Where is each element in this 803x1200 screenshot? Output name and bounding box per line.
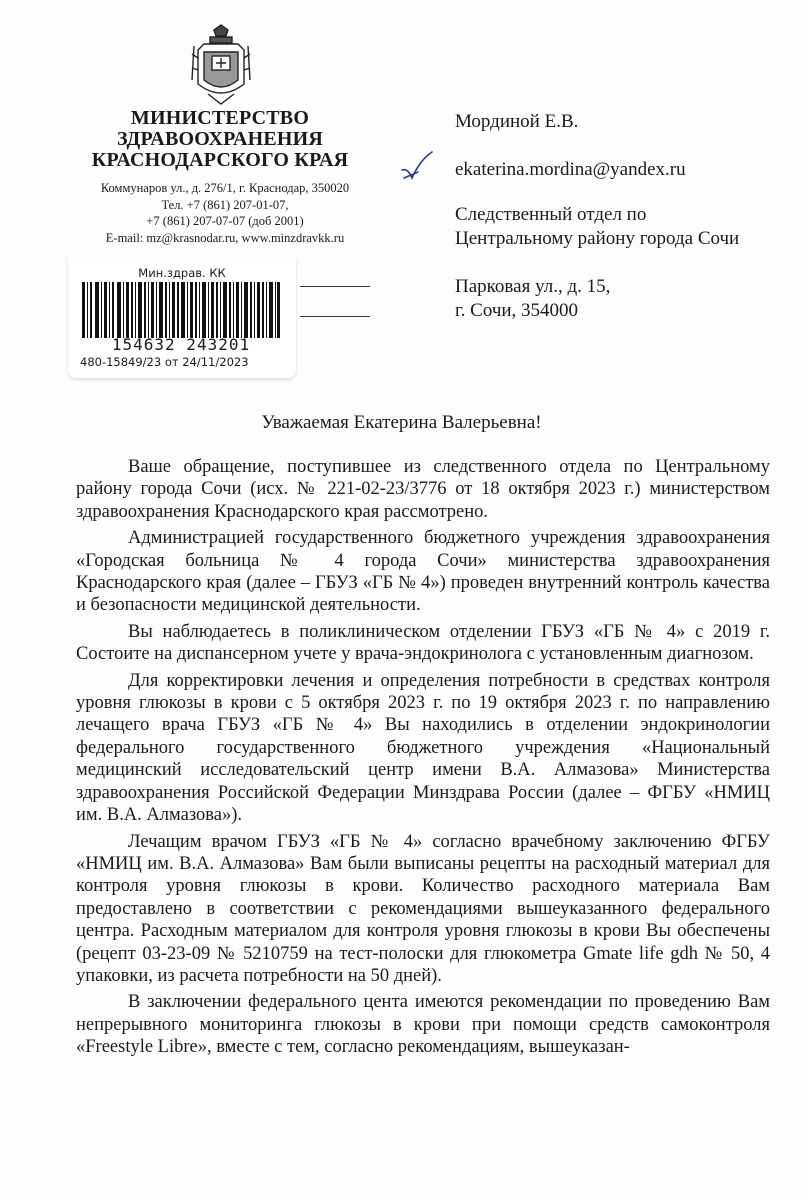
recipient-org: [455, 203, 739, 251]
body-paragraph: Администрацией государственного бюджетного учреждения здравоохранения «Городская больница № 4 города Сочи» министерства здравоохранения Краснодарского края (далее – ГБУЗ «ГБ № 4») проведен внутренний контроль качества и безопасности медицинской деятельности.: [76, 528, 770, 616]
krasnodar-coat-of-arms-icon: [190, 24, 252, 108]
recipient-org-line: Следственный отдел по: [455, 204, 647, 225]
letter-body: [76, 456, 770, 1063]
ministry-phone-ext: +7 (861) 207-07-07 (доб 2001): [146, 214, 304, 228]
body-paragraph: В заключении федерального цента имеются рекомендации по проведению Вам непрерывного мониторинга глюкозы в крови при помощи средств самоконтроля «Freestyle Libre», вместе с тем, согласно рекомендациям, вышеуказан-: [76, 992, 770, 1058]
ministry-name-line: ЗДРАВООХРАНЕНИЯ: [116, 128, 324, 150]
ministry-email-web: E-mail: mz@krasnodar.ru, www.minzdravkk.ru: [105, 230, 345, 245]
ministry-name-line: МИНИСТЕРСТВО: [130, 107, 310, 129]
ministry-name: [70, 108, 370, 171]
barcode-icon: [82, 282, 280, 338]
recipient-address-line: г. Сочи, 354000: [455, 300, 579, 321]
ministry-contacts: [70, 180, 380, 246]
ministry-phone: Тел. +7 (861) 207-01-07,: [161, 197, 289, 212]
body-paragraph: Для корректировки лечения и определения потребности в средствах контроля уровня глюкозы в крови с 5 октября 2023 г. по 19 октября 2023 г. по направлению лечащего врача ГБУЗ «ГБ № 4» Вы находились в отделении эндокринологии федерального государственного бюджетного учреждения «Национальный медицинский исследовательский центр имени В.А. Алмазова» Министерства здравоохранения Российской Федерации Минздрава России (далее – ФГБУ «НМИЦ им. В.А. Алмазова»).: [76, 670, 770, 826]
recipient-email: ekaterina.mordina@yandex.ru: [455, 159, 686, 180]
body-paragraph: Лечащим врачом ГБУЗ «ГБ № 4» согласно врачебному заключению ФГБУ «НМИЦ им. В.А. Алмазова» Вам были выписаны рецепты на расходный материал для контроля уровня глюкозы в крови. Количество расходного материала Вам предоставлено в соответствии с рекомендациями вышеуказанного федерального центра. Расходным материалом для контроля уровня глюкозы в крови Вы обеспечены (рецепт 03-23-09 № 5210759 на тест-полоски для глюкометра Gmate life gdh № 50, 4 упаковки, из расчета потребности на 50 дней).: [76, 831, 770, 986]
recipient-name: Мординой Е.В.: [455, 111, 579, 132]
signature-line: [300, 286, 370, 287]
registration-number: 480-15849/23 от 24/11/2023: [80, 355, 249, 369]
recipient-org-line: Центральному району города Сочи: [455, 228, 740, 249]
body-paragraph: Вы наблюдаетесь в поликлиническом отделении ГБУЗ «ГБ № 4» с 2019 г. Состоите на диспансерном учете у врача-эндокринолога с установленным диагнозом.: [76, 621, 770, 665]
ministry-address: Коммунаров ул., д. 276/1, г. Краснодар, 350020: [100, 181, 350, 195]
stamp-org-label: Мин.здрав. КК: [138, 266, 226, 280]
registration-stamp: [68, 258, 296, 378]
letter-greeting: Уважаемая Екатерина Валерьевна!: [261, 412, 542, 433]
recipient-address-line: Парковая ул., д. 15,: [455, 276, 611, 297]
signature-line: [300, 316, 370, 317]
barcode-number: 154632 243201: [111, 335, 251, 354]
body-paragraph: Ваше обращение, поступившее из следственного отдела по Центральному району города Сочи (исх. № 221-02-23/3776 от 18 октября 2023 г.) министерством здравоохранения Краснодарского края рассмотрено.: [76, 457, 770, 522]
handwritten-check-icon: [398, 148, 438, 188]
recipient-address: [455, 275, 610, 323]
ministry-name-line: КРАСНОДАРСКОГО КРАЯ: [91, 149, 349, 171]
